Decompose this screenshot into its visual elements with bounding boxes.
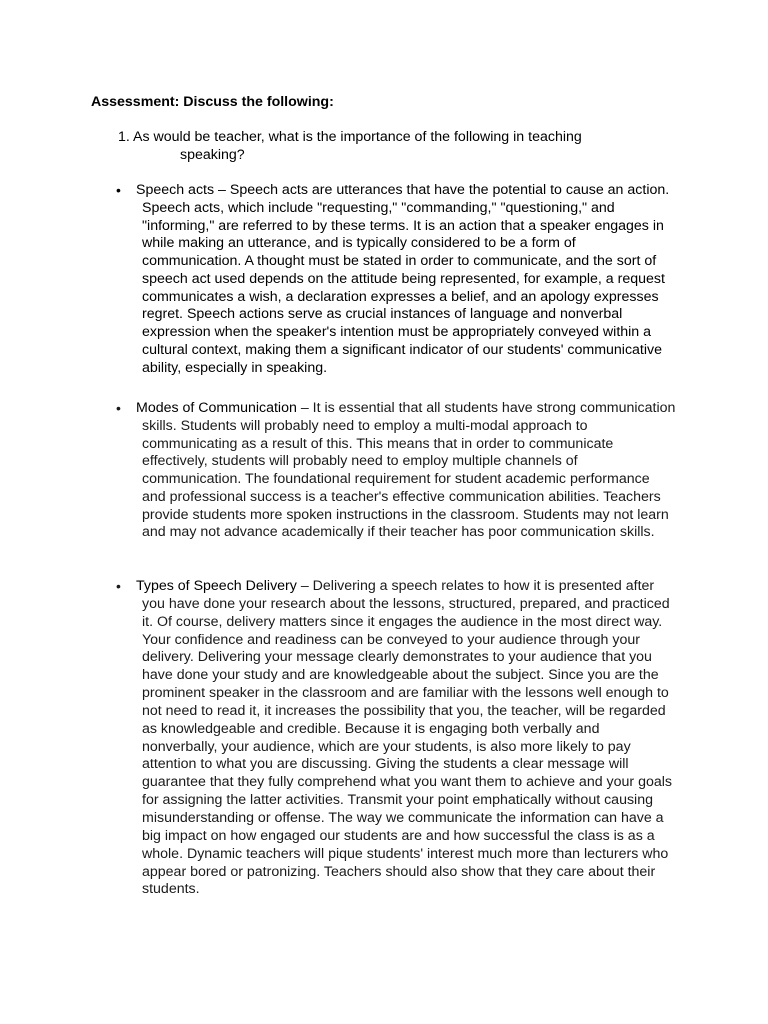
bullet-text: It is essential that all students have strong communication skills. Students will probably need to employ a multi-modal approach to communicating as a result of this. This means that in order to communicate effectively, students will probably need to employ multiple channels of communication. The foundational requirement for student academic performance and professional success is a teacher's effective communication abilities. Teachers provide students more spoken instructions in the classroom. Students may not learn and may not advance academically if their teacher has poor communication skills. (142, 400, 676, 541)
bullet-topic: Types of Speech Delivery (136, 578, 297, 594)
bullet-body (116, 182, 676, 377)
question-item (118, 129, 638, 165)
bullet-body (116, 400, 676, 542)
bullet-types-of-speech-delivery (116, 578, 676, 899)
bullet-text: Speech acts are utterances that have the potential to cause an action. Speech acts, which include "requesting," "commanding," "questioning," and "informing," are referred to by these terms. It is an action that a speaker engages in while making an utterance, and is typically considered to be a form of communication. A thought must be stated in order to communicate, and the sort of speech act used depends on the attitude being represented, for example, a request communicates a wish, a declaration expresses a belief, and an apology expresses regret. Speech actions serve as crucial instances of language and nonverbal expression when the speaker's intention must be appropriately conveyed within a cultural context, making them a significant indicator of our students' communicative ability, especially in speaking. (142, 182, 670, 376)
question-line-1 (118, 129, 638, 147)
question-text: As would be teacher, what is the importance of the following in teaching (133, 129, 582, 145)
assessment-heading: Assessment: Discuss the following: (91, 94, 334, 110)
bullet-topic: Modes of Communication (136, 400, 297, 416)
bullet-dash: – (296, 400, 313, 416)
bullet-speech-acts (116, 182, 676, 377)
bullet-icon: • (116, 578, 121, 594)
bullet-icon: • (116, 182, 121, 198)
bullet-body (116, 578, 676, 899)
question-number: 1. (118, 129, 130, 145)
bullet-dash: – (214, 182, 230, 198)
bullet-modes-of-communication (116, 400, 676, 542)
bullet-icon: • (116, 400, 121, 416)
bullet-text: Delivering a speech relates to how it is presented after you have done your research about the lessons, structured, prepared, and practiced it. Of course, delivery matters since it engages the audience in the most direct way. Your confidence and readiness can be conveyed to your audience through your delivery. Delivering your message clearly demonstrates to your audience that you have done your study and are knowledgeable about the subject. Since you are the prominent speaker in the classroom and are familiar with the lessons well enough to not need to read it, it increases the possibility that you, the teacher, will be regarded as knowledgeable and credible. Because it is engaging both verbally and nonverbally, your audience, which are your students, is also more likely to pay attention to what you are discussing. Giving the students a clear message will guarantee that they fully comprehend what you want them to achieve and your goals for assigning the latter activities. Transmit your point emphatically without causing misunderstanding or offense. The way we communicate the information can have a big impact on how engaged our students are and how successful the class is as a whole. Dynamic teachers will pique students' interest much more than lecturers who appear bored or patronizing. Teachers should also show that they care about their students. (142, 578, 672, 898)
bullet-dash: – (296, 578, 313, 594)
question-line-2: speaking? (180, 146, 245, 163)
bullet-topic: Speech acts (136, 182, 215, 198)
